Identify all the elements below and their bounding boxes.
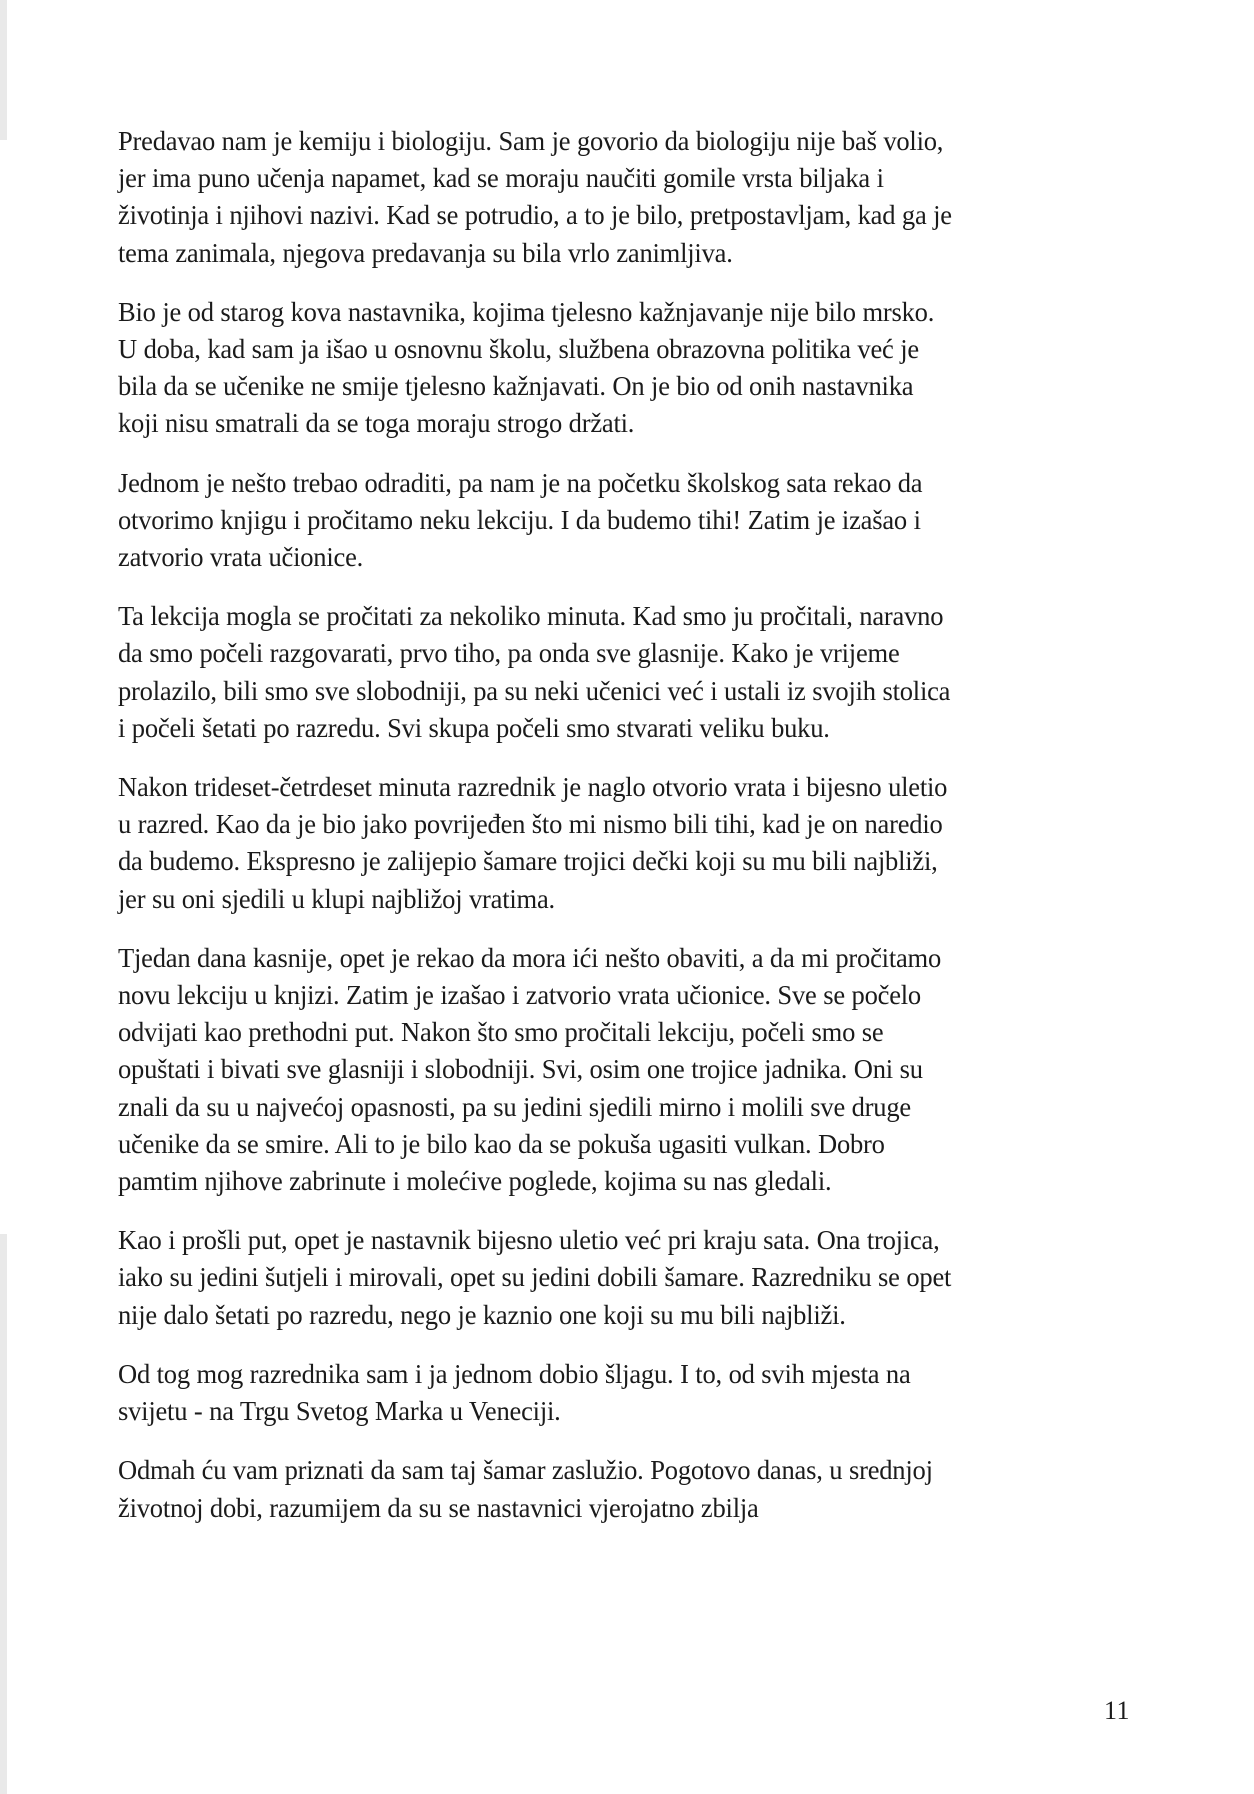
body-text-column [118,122,984,1526]
paragraph: Odmah ću vam priznati da sam taj šamar zaslužio. Pogotovo danas, u srednjoj životnoj dobi, razumijem da su se nastavnici vjerojatno zbilja [118,1454,933,1523]
paragraph: Kao i prošli put, opet je nastavnik bijesno uletio već pri kraju sata. Ona trojica, iako su jedini šutjeli i mirovali, opet su jedini dobili šamare. Razredniku se opet nije dalo šetati po razredu, nego je kaznio one koji su mu bili najbliži. [118,1224,952,1330]
page-edge-artifact-bottom [0,1234,7,1794]
page-edge-artifact-top [0,0,7,140]
paragraph: Tjedan dana kasnije, opet je rekao da mora ići nešto obaviti, a da mi pročitamo novu lekciju u knjizi. Zatim je izašao i zatvorio vrata učionice. Sve se počelo odvijati kao prethodni put. Nakon što smo pročitali lekciju, počeli smo se opuštati i bivati sve glasniji i slobodniji. Svi, osim one trojice jadnika. Oni su znali da su u najvećoj opasnosti, pa su jedini sjedili mirno i molili sve druge učenike da se smire. Ali to je bilo kao da se pokuša ugasiti vulkan. Dobro pamtim njihove zabrinute i molećive poglede, kojima su nas gledali. [118,941,942,1197]
paragraph: Jednom je nešto trebao odraditi, pa nam je na početku školskog sata rekao da otvorimo knjigu i pročitamo neku lekciju. I da budemo tihi! Zatim je izašao i zatvorio vrata učionice. [118,466,923,573]
page-number: 11 [1103,1696,1130,1725]
paragraph: Bio je od starog kova nastavnika, kojima tjelesno kažnjavanje nije bilo mrsko. U doba, kad sam ja išao u osnovnu školu, službena obrazovna politika već je bila da se učenike ne smije tjelesno kažnjavati. On je bio od onih nastavnika koji nisu smatrali da se toga moraju strogo držati. [118,295,935,439]
paragraph: Ta lekcija mogla se pročitati za nekoliko minuta. Kad smo ju pročitali, naravno da smo počeli razgovarati, prvo tiho, pa onda sve glasnije. Kako je vrijeme prolazilo, bili smo sve slobodniji, pa su neki učenici već i ustali iz svojih stolica i počeli šetati po razredu. Svi skupa počeli smo stvarati veliku buku. [118,600,951,743]
paragraph: Nakon trideset-četrdeset minuta razrednik je naglo otvorio vrata i bijesno uletio u razred. Kao da je bio jako povrijeđen što mi nismo bili tihi, kad je on naredio da budemo. Ekspresno je zalijepio šamare trojici dečki koji su mu bili najbliži, jer su oni sjedili u klupi najbližoj vratima. [118,771,948,914]
paragraph: Predavao nam je kemiju i biologiju. Sam je govorio da biologiju nije baš volio, jer ima puno učenja napamet, kad se moraju naučiti gomile vrsta biljaka i životinja i njihovi nazivi. Kad se potrudio, a to je bilo, pretpostavljam, kad ga je tema zanimala, njegova predavanja su bila vrlo zanimljiva. [118,125,952,268]
paragraph: Od tog mog razrednika sam i ja jednom dobio šljagu. I to, od svih mjesta na svijetu - na Trgu Svetog Marka u Veneciji. [118,1357,911,1427]
